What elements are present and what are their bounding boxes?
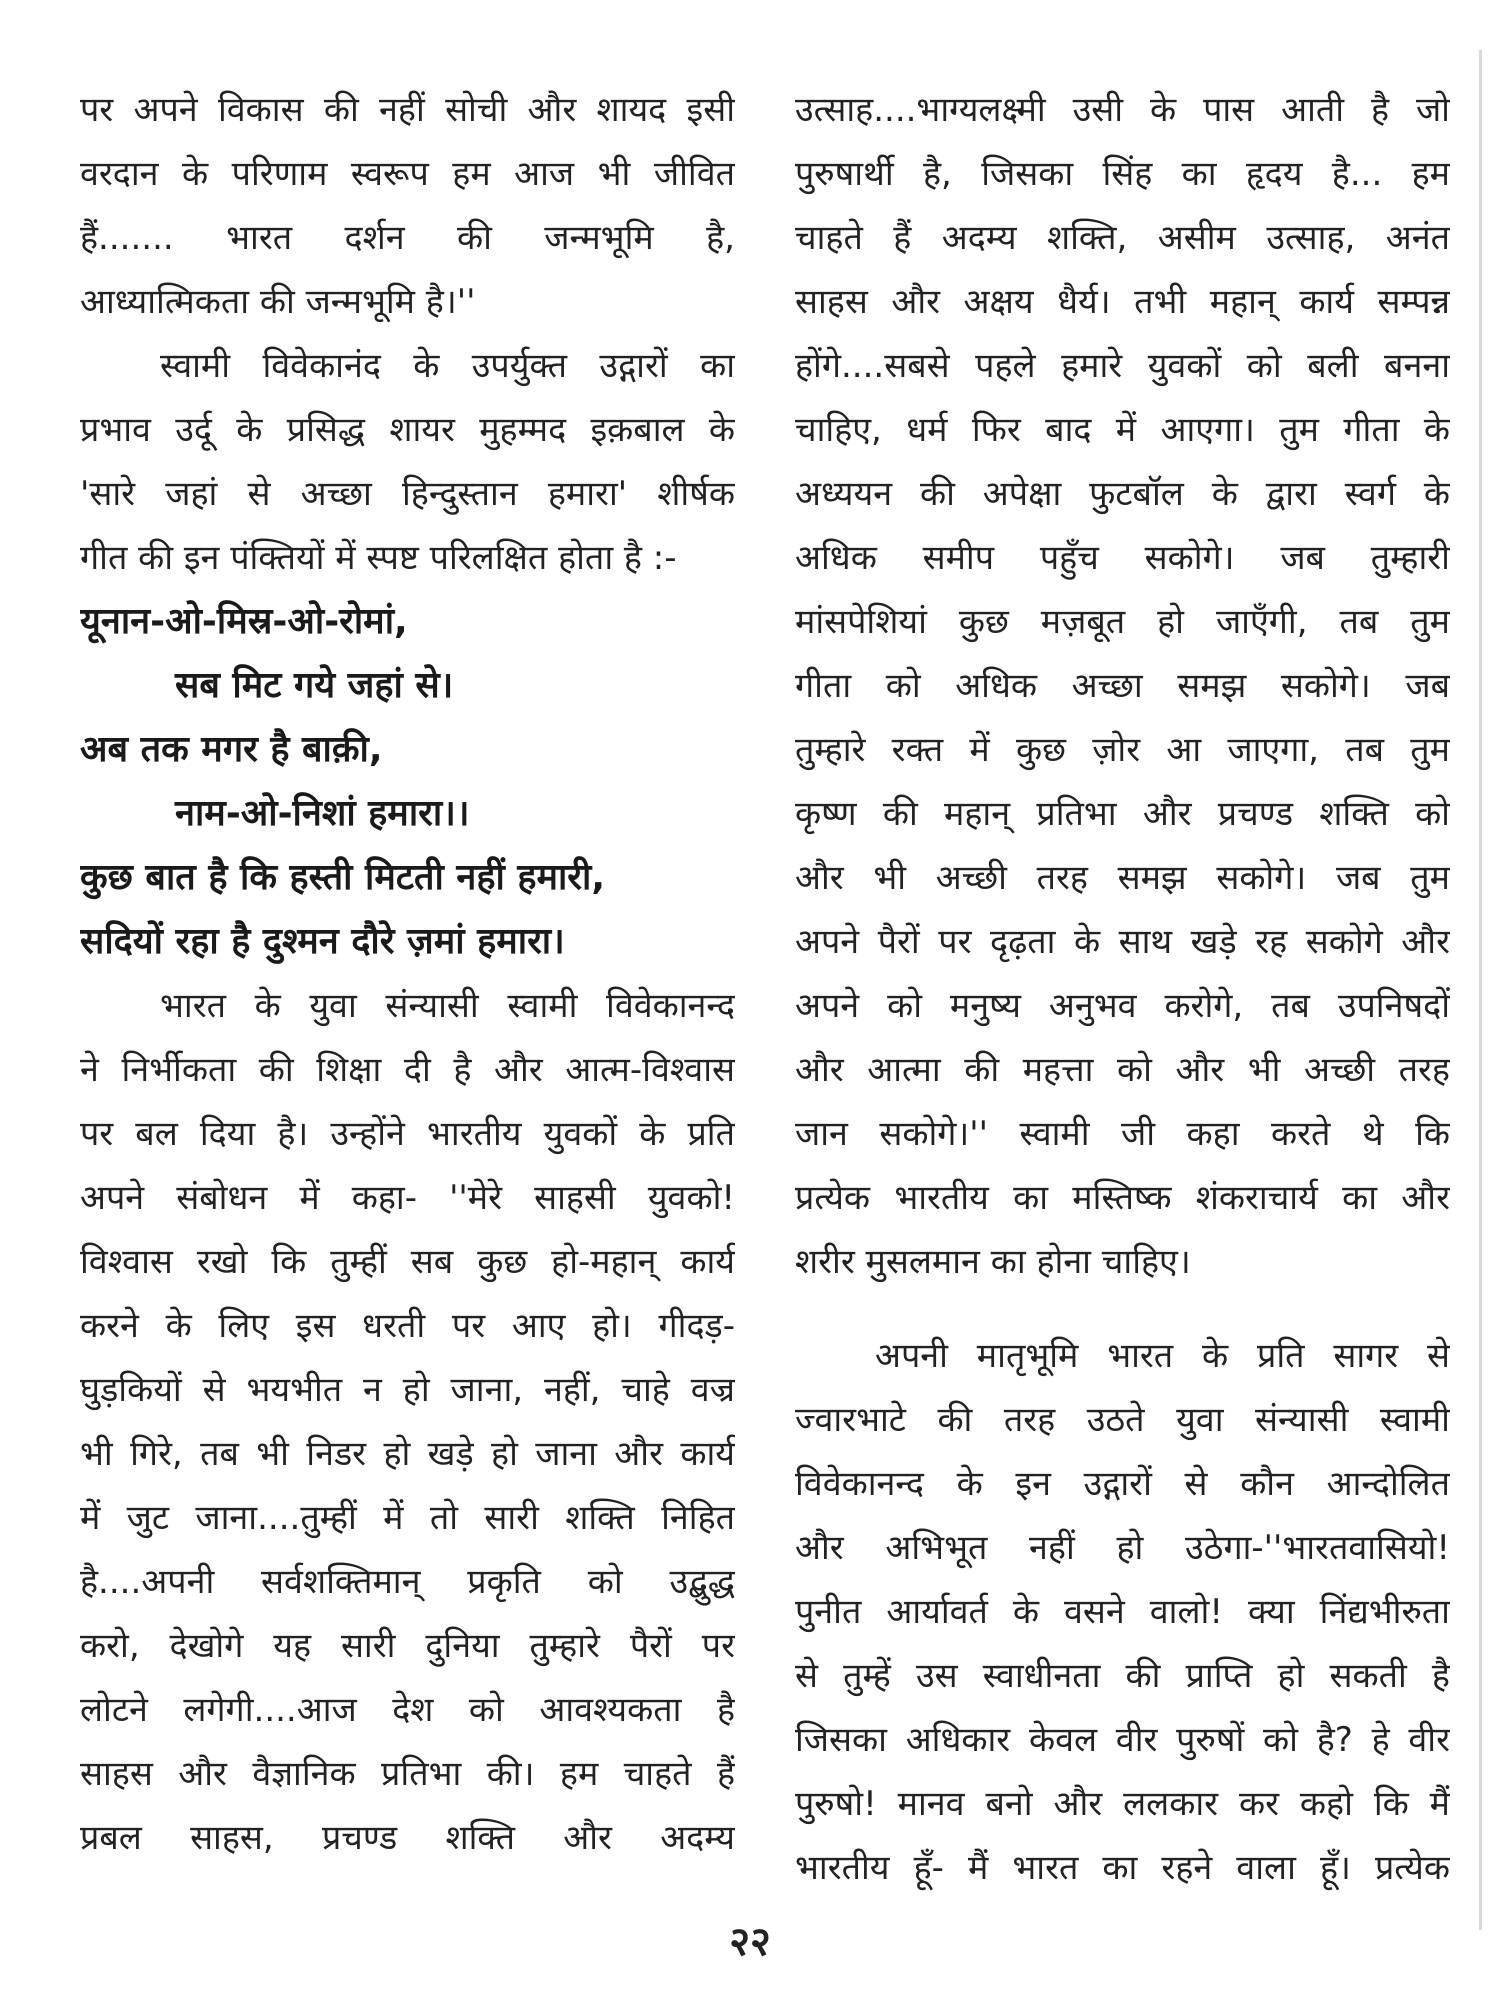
text-line: पर बल दिया है। उन्होंने भारतीय युवकों के प्रति bbox=[80, 1114, 735, 1154]
text-line: भारतीय हूँ- मैं भारत का रहने वाला हूँ। प्रत्येक bbox=[795, 1848, 1450, 1888]
text-line: हैं....... भारत दर्शन की जन्मभूमि है, bbox=[80, 218, 735, 258]
text-line: शरीर मुसलमान का होना चाहिए। bbox=[795, 1242, 1191, 1282]
text-line: ने निर्भीकता की शिक्षा दी है और आत्म-विश्वास bbox=[80, 1050, 735, 1090]
text-line: आध्यात्मिकता की जन्मभूमि है।'' bbox=[80, 282, 476, 322]
text-line: जिसका अधिकार केवल वीर पुरुषों को है? हे वीर bbox=[795, 1720, 1450, 1760]
paragraph-gap bbox=[795, 1294, 1450, 1324]
text-line: में जुट जाना....तुम्हीं में तो सारी शक्ति निहित bbox=[80, 1498, 735, 1538]
text-line: 'सारे जहां से अच्छा हिन्दुस्तान हमारा' शीर्षक bbox=[80, 474, 735, 514]
text-line: और आत्मा की महत्ता को और भी अच्छी तरह bbox=[795, 1050, 1450, 1090]
text-line: विवेकानन्द के इन उद्गारों से कौन आन्दोलित bbox=[795, 1464, 1450, 1504]
text-line: विश्वास रखो कि तुम्हीं सब कुछ हो-महान् कार्य bbox=[80, 1242, 735, 1282]
left-column bbox=[80, 78, 735, 1870]
verse-line: सब मिट गये जहां से। bbox=[175, 665, 454, 706]
verse-line: अब तक मगर है बाक़ी, bbox=[80, 729, 383, 770]
text-line: अपने को मनुष्य अनुभव करोगे, तब उपनिषदों bbox=[795, 986, 1450, 1026]
text-line: अपने पैरों पर दृढ़ता के साथ खड़े रह सकोगे और bbox=[795, 922, 1450, 962]
text-line: अधिक समीप पहुँच सकोगे। जब तुम्हारी bbox=[795, 538, 1450, 578]
verse-line: सदियों रहा है दुश्मन दौरे ज़मां हमारा। bbox=[80, 921, 565, 962]
text-line: घुड़कियों से भयभीत न हो जाना, नहीं, चाहे वज्र bbox=[80, 1370, 735, 1410]
text-line: पर अपने विकास की नहीं सोची और शायद इसी bbox=[80, 90, 735, 130]
text-line: मांसपेशियां कुछ मज़बूत हो जाएँगी, तब तुम bbox=[795, 602, 1450, 642]
text-line: गीता को अधिक अच्छा समझ सकोगे। जब bbox=[795, 666, 1450, 706]
verse-line: कुछ बात है कि हस्ती मिटती नहीं हमारी, bbox=[80, 857, 606, 898]
verse-line: नाम-ओ-निशां हमारा।। bbox=[175, 793, 470, 834]
text-line: जान सकोगे।'' स्वामी जी कहा करते थे कि bbox=[795, 1114, 1450, 1154]
verse-line: यूनान-ओ-मिस्र-ओ-रोमां, bbox=[80, 601, 408, 642]
text-line: साहस और वैज्ञानिक प्रतिभा की। हम चाहते हैं bbox=[80, 1754, 735, 1794]
text-line: होंगे....सबसे पहले हमारे युवकों को बली बनना bbox=[795, 346, 1450, 386]
text-line: चाहिए, धर्म फिर बाद में आएगा। तुम गीता के bbox=[795, 410, 1450, 450]
text-line: भी गिरे, तब भी निडर हो खड़े हो जाना और कार्य bbox=[80, 1434, 735, 1474]
text-line: लोटने लगेगी....आज देश को आवश्यकता है bbox=[80, 1690, 735, 1730]
text-line: और भी अच्छी तरह समझ सकोगे। जब तुम bbox=[795, 858, 1450, 898]
text-line: गीत की इन पंक्तियों में स्पष्ट परिलक्षित होता है :- bbox=[80, 538, 677, 578]
page-number: २२ bbox=[729, 1919, 771, 1965]
text-line: करो, देखोगे यह सारी दुनिया तुम्हारे पैरों पर bbox=[80, 1626, 735, 1666]
text-line: से तुम्हें उस स्वाधीनता की प्राप्ति हो सकती है bbox=[795, 1656, 1450, 1696]
right-column bbox=[795, 78, 1450, 1900]
text-line: और अभिभूत नहीं हो उठेगा-''भारतवासियो! bbox=[795, 1528, 1450, 1568]
text-line: कृष्ण की महान् प्रतिभा और प्रचण्ड शक्ति को bbox=[795, 794, 1450, 834]
text-line: स्वामी विवेकानंद के उपर्युक्त उद्गारों का bbox=[160, 346, 735, 386]
text-line: है....अपनी सर्वशक्तिमान् प्रकृति को उद्बुद्ध bbox=[80, 1562, 735, 1602]
text-line: साहस और अक्षय धैर्य। तभी महान् कार्य सम्पन्न bbox=[795, 282, 1450, 322]
text-line: अध्ययन की अपेक्षा फुटबॉल के द्वारा स्वर्ग के bbox=[795, 474, 1450, 514]
text-line: चाहते हैं अदम्य शक्ति, असीम उत्साह, अनंत bbox=[795, 218, 1450, 258]
text-line: पुरुषार्थी है, जिसका सिंह का हृदय है... हम bbox=[795, 154, 1450, 194]
text-line: अपने संबोधन में कहा- ''मेरे साहसी युवको! bbox=[80, 1178, 735, 1218]
text-line: पुनीत आर्यावर्त के वसने वालो! क्या निंद्यभीरुता bbox=[795, 1592, 1450, 1632]
text-line: वरदान के परिणाम स्वरूप हम आज भी जीवित bbox=[80, 154, 735, 194]
text-line: भारत के युवा संन्यासी स्वामी विवेकानन्द bbox=[160, 986, 735, 1026]
text-line: करने के लिए इस धरती पर आए हो। गीदड़- bbox=[80, 1306, 735, 1346]
text-line: पुरुषो! मानव बनो और ललकार कर कहो कि मैं bbox=[795, 1784, 1450, 1824]
text-line: तुम्हारे रक्त में कुछ ज़ोर आ जाएगा, तब तुम bbox=[795, 730, 1450, 770]
text-line: प्रबल साहस, प्रचण्ड शक्ति और अदम्य bbox=[80, 1818, 735, 1858]
text-line: प्रत्येक भारतीय का मस्तिष्क शंकराचार्य का और bbox=[795, 1178, 1450, 1218]
page-edge-shadow bbox=[1479, 50, 1482, 1930]
text-line: उत्साह....भाग्यलक्ष्मी उसी के पास आती है जो bbox=[795, 90, 1450, 130]
text-line: प्रभाव उर्दू के प्रसिद्ध शायर मुहम्मद इक़बाल के bbox=[80, 410, 735, 450]
text-line: अपनी मातृभूमि भारत के प्रति सागर से bbox=[875, 1336, 1450, 1376]
text-line: ज्वारभाटे की तरह उठते युवा संन्यासी स्वामी bbox=[795, 1400, 1450, 1440]
